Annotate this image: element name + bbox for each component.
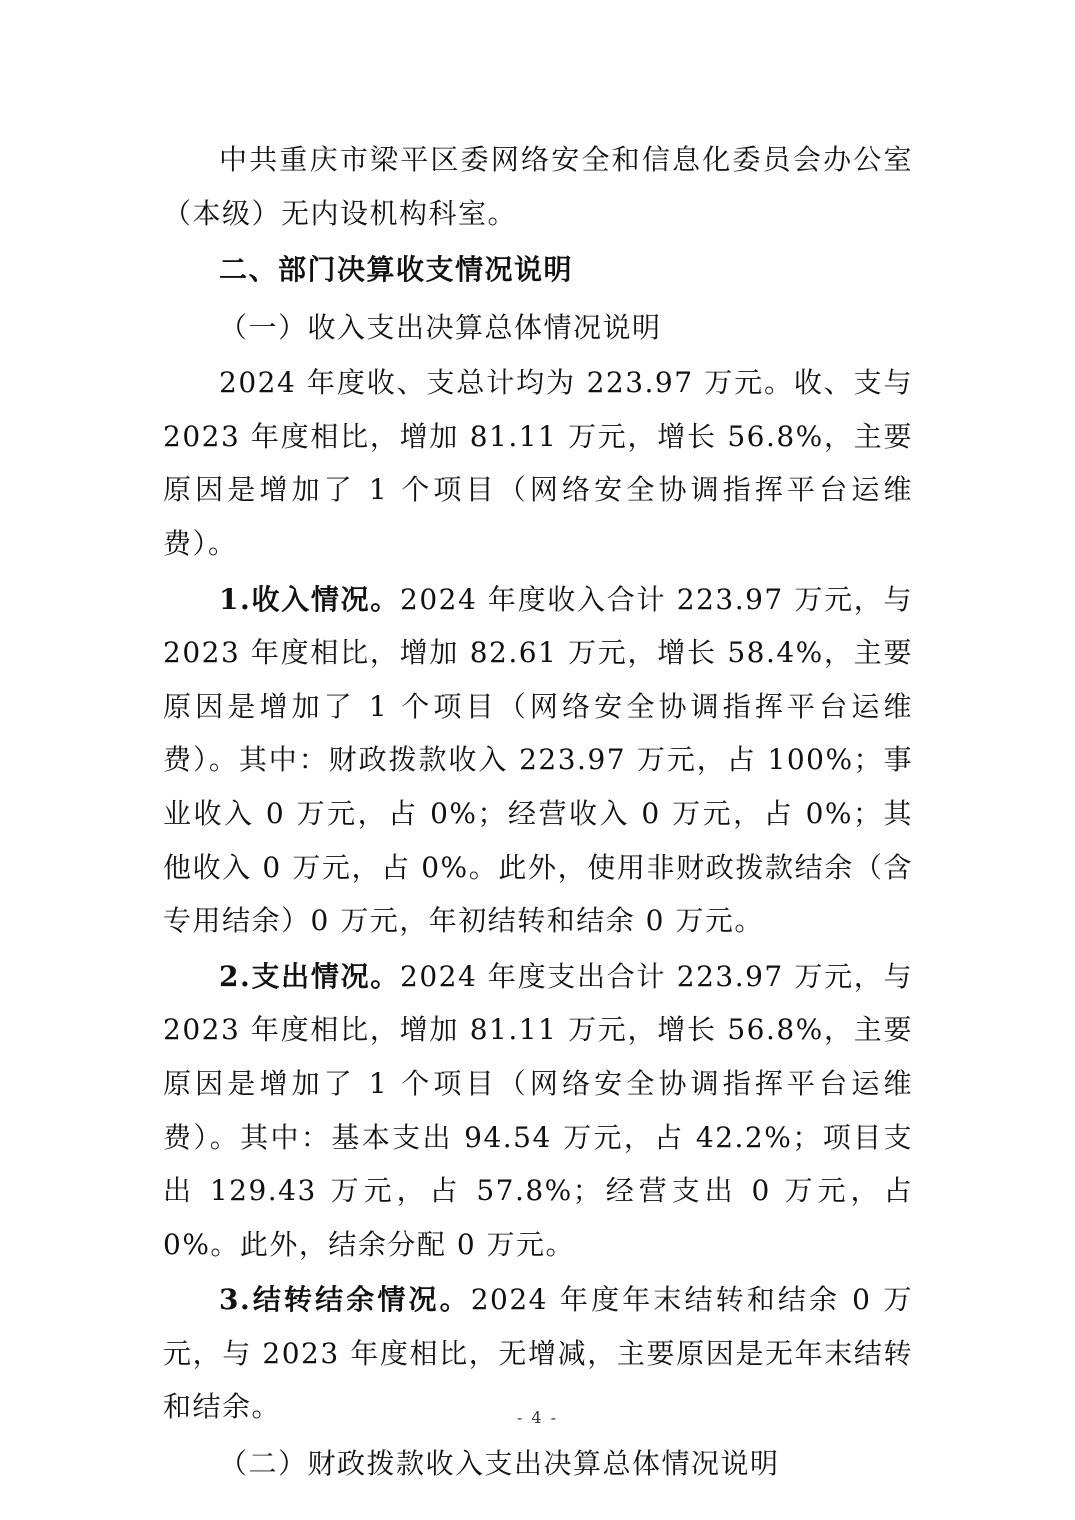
income-body: 2024 年度收入合计 223.97 万元，与 2023 年度相比，增加 82.61 万元，增长 58.4%，主要原因是增加了 1 个项目（网络安全协调指挥平台运维费）。其中：财政拨款收入 223.97 万元，占 100%；事业收入 0 万元，占 0%；经营收入 0 万元，占 0%；其他收入 0 万元，占 0%。此外，使用非财政拨款结余（含专用结余）0 万元，年初结转和结余 0 万元。 (163, 582, 914, 938)
carryover-lead: 3.结转结余情况。 (219, 1283, 471, 1317)
paragraph-expenditure (163, 950, 913, 1272)
paragraph-income (163, 573, 913, 948)
carryover-body: 2024 年度年末结转和结余 0 万元，与 2023 年度相比，无增减，主要原因是无年末结转和结余。 (163, 1283, 913, 1424)
income-lead: 1.收入情况。 (219, 582, 401, 616)
document-body (163, 133, 913, 1492)
subsection-heading-overall: （一）收入支出决算总体情况说明 (219, 311, 662, 345)
expenditure-body: 2024 年度支出合计 223.97 万元，与 2023 年度相比，增加 81.11 万元，增长 56.8%，主要原因是增加了 1 个项目（网络安全协调指挥平台运维费）。其中：基本支出 94.54 万元，占 42.2%；项目支出 129.43 万元，占 57.8%；经营支出 0 万元，占 0%。此外，结余分配 0 万元。 (163, 959, 914, 1261)
subsection-heading-fiscal: （二）财政拨款收入支出决算总体情况说明 (219, 1447, 780, 1481)
section-heading-budget-explanation: 二、部门决算收支情况说明 (219, 253, 574, 287)
expenditure-lead: 2.支出情况。 (219, 959, 401, 993)
page-number: - 4 - (516, 1408, 559, 1427)
paragraph-org-structure: 中共重庆市梁平区委网络安全和信息化委员会办公室（本级）无内设机构科室。 (163, 143, 913, 230)
paragraph-overall-summary: 2024 年度收、支总计均为 223.97 万元。收、支与 2023 年度相比，增加 81.11 万元，增长 56.8%，主要原因是增加了 1 个项目（网络安全协调指挥平台运维费）。 (163, 366, 913, 560)
